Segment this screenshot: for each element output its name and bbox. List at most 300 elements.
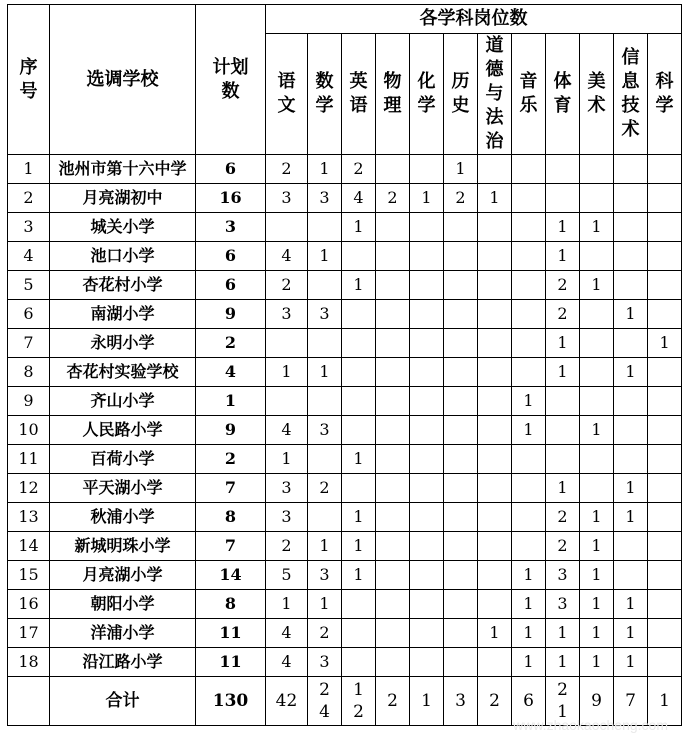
subject-count-cell xyxy=(512,242,546,271)
seq-cell: 10 xyxy=(8,416,50,445)
subject-count-cell xyxy=(478,503,512,532)
subject-count-cell: 1 xyxy=(512,619,546,648)
table-row xyxy=(8,213,682,242)
subject-count-cell xyxy=(376,416,410,445)
subject-count-cell xyxy=(648,503,682,532)
subject-count-cell: 4 xyxy=(266,619,308,648)
subject-header: 信息技术 xyxy=(614,34,648,155)
seq-cell: 5 xyxy=(8,271,50,300)
subject-count-cell: 1 xyxy=(308,242,342,271)
subject-count-cell xyxy=(614,271,648,300)
subject-count-cell xyxy=(410,561,444,590)
subject-count-cell: 3 xyxy=(308,561,342,590)
subject-count-cell xyxy=(478,474,512,503)
subject-count-cell xyxy=(580,184,614,213)
subject-count-cell xyxy=(376,561,410,590)
total-subject-cell: 42 xyxy=(266,677,308,726)
subject-count-cell xyxy=(648,474,682,503)
school-cell: 永明小学 xyxy=(50,329,196,358)
subject-count-cell xyxy=(478,358,512,387)
subject-count-cell xyxy=(648,590,682,619)
table-row xyxy=(8,271,682,300)
watermark: www.zhaokaocheng.com xyxy=(513,717,668,733)
total-subject-cell: 6 xyxy=(512,677,546,726)
subject-count-cell xyxy=(376,242,410,271)
subject-count-cell xyxy=(478,271,512,300)
subject-count-cell xyxy=(410,329,444,358)
subject-count-cell xyxy=(410,242,444,271)
subject-count-cell: 3 xyxy=(266,474,308,503)
subject-count-cell xyxy=(444,242,478,271)
subject-count-cell xyxy=(444,416,478,445)
seq-cell: 14 xyxy=(8,532,50,561)
subject-count-cell xyxy=(444,213,478,242)
total-subject-cell: 21 xyxy=(546,677,580,726)
school-cell: 池州市第十六中学 xyxy=(50,155,196,184)
subject-count-cell: 1 xyxy=(580,416,614,445)
subject-count-cell: 2 xyxy=(444,184,478,213)
subject-count-cell: 2 xyxy=(266,532,308,561)
seq-cell: 6 xyxy=(8,300,50,329)
total-subject-cell: 24 xyxy=(308,677,342,726)
school-cell: 秋浦小学 xyxy=(50,503,196,532)
subject-count-cell xyxy=(648,358,682,387)
total-subject-cell: 3 xyxy=(444,677,478,726)
plan-cell: 2 xyxy=(196,445,266,474)
subject-count-cell: 1 xyxy=(614,358,648,387)
seq-cell: 17 xyxy=(8,619,50,648)
subject-header: 美术 xyxy=(580,34,614,155)
subject-count-cell xyxy=(648,416,682,445)
table-row xyxy=(8,561,682,590)
subject-count-cell xyxy=(342,590,376,619)
subject-count-cell xyxy=(308,387,342,416)
subject-count-cell: 1 xyxy=(512,590,546,619)
subject-count-cell xyxy=(342,242,376,271)
subject-count-cell xyxy=(580,155,614,184)
subject-count-cell: 2 xyxy=(546,300,580,329)
table-row xyxy=(8,358,682,387)
subject-count-cell xyxy=(580,242,614,271)
subject-count-cell xyxy=(648,561,682,590)
subject-count-cell xyxy=(376,300,410,329)
subject-count-cell: 1 xyxy=(410,184,444,213)
subject-count-cell: 5 xyxy=(266,561,308,590)
subject-count-cell: 2 xyxy=(546,271,580,300)
subject-count-cell xyxy=(478,561,512,590)
subject-header: 英语 xyxy=(342,34,376,155)
subject-count-cell: 1 xyxy=(478,619,512,648)
subject-header: 数学 xyxy=(308,34,342,155)
subject-count-cell xyxy=(614,213,648,242)
subject-count-cell xyxy=(546,416,580,445)
subject-count-cell xyxy=(580,358,614,387)
subject-count-cell: 4 xyxy=(342,184,376,213)
table-row xyxy=(8,590,682,619)
subject-count-cell xyxy=(342,474,376,503)
subject-count-cell: 1 xyxy=(580,503,614,532)
subject-count-cell xyxy=(580,300,614,329)
subject-count-cell xyxy=(410,271,444,300)
subject-count-cell: 1 xyxy=(266,590,308,619)
subject-count-cell xyxy=(444,561,478,590)
total-subject-cell: 2 xyxy=(478,677,512,726)
subject-header: 体育 xyxy=(546,34,580,155)
total-subject-cell: 1 xyxy=(410,677,444,726)
subject-count-cell: 4 xyxy=(266,416,308,445)
subject-count-cell xyxy=(308,271,342,300)
subject-count-cell: 2 xyxy=(266,155,308,184)
subject-count-cell xyxy=(266,329,308,358)
subject-count-cell: 1 xyxy=(648,329,682,358)
subject-count-cell xyxy=(376,358,410,387)
subject-count-cell: 2 xyxy=(266,271,308,300)
subject-count-cell: 1 xyxy=(614,503,648,532)
table-row xyxy=(8,242,682,271)
subject-count-cell: 1 xyxy=(580,213,614,242)
seq-cell: 1 xyxy=(8,155,50,184)
subject-count-cell: 3 xyxy=(308,416,342,445)
subject-count-cell xyxy=(580,445,614,474)
subject-count-cell: 1 xyxy=(580,532,614,561)
subject-count-cell xyxy=(342,300,376,329)
subject-count-cell xyxy=(478,329,512,358)
plan-cell: 2 xyxy=(196,329,266,358)
subject-count-cell xyxy=(342,648,376,677)
table-row xyxy=(8,329,682,358)
seq-cell: 3 xyxy=(8,213,50,242)
subject-count-cell xyxy=(512,155,546,184)
subject-count-cell xyxy=(410,300,444,329)
total-subject-cell: 2 xyxy=(376,677,410,726)
seq-cell: 15 xyxy=(8,561,50,590)
school-cell: 杏花村实验学校 xyxy=(50,358,196,387)
plan-cell: 3 xyxy=(196,213,266,242)
school-cell: 杏花村小学 xyxy=(50,271,196,300)
subject-count-cell xyxy=(512,358,546,387)
subject-count-cell xyxy=(512,329,546,358)
subject-count-cell xyxy=(614,387,648,416)
subject-count-cell xyxy=(410,155,444,184)
table-row xyxy=(8,503,682,532)
subject-count-cell xyxy=(308,503,342,532)
subject-count-cell: 1 xyxy=(308,155,342,184)
subject-count-cell xyxy=(580,387,614,416)
subject-count-cell xyxy=(512,474,546,503)
subject-count-cell: 1 xyxy=(546,619,580,648)
subject-group-header: 各学科岗位数 xyxy=(266,5,682,34)
subject-count-cell xyxy=(512,445,546,474)
subject-header: 历史 xyxy=(444,34,478,155)
subject-count-cell: 3 xyxy=(266,184,308,213)
school-cell: 月亮湖小学 xyxy=(50,561,196,590)
plan-cell: 6 xyxy=(196,242,266,271)
subject-count-cell xyxy=(444,474,478,503)
subject-count-cell: 1 xyxy=(512,387,546,416)
subject-count-cell: 1 xyxy=(342,213,376,242)
subject-count-cell: 1 xyxy=(512,561,546,590)
table-row xyxy=(8,445,682,474)
subject-count-cell xyxy=(546,184,580,213)
plan-cell: 4 xyxy=(196,358,266,387)
subject-count-cell: 3 xyxy=(546,590,580,619)
subject-count-cell xyxy=(648,445,682,474)
subject-header: 音乐 xyxy=(512,34,546,155)
subject-count-cell xyxy=(648,155,682,184)
subject-header: 道德与法治 xyxy=(478,34,512,155)
seq-cell: 13 xyxy=(8,503,50,532)
subject-count-cell xyxy=(614,242,648,271)
subject-count-cell xyxy=(308,213,342,242)
subject-count-cell: 1 xyxy=(580,590,614,619)
subject-count-cell xyxy=(648,213,682,242)
total-subject-cell: 7 xyxy=(614,677,648,726)
subject-count-cell xyxy=(648,300,682,329)
plan-cell: 6 xyxy=(196,271,266,300)
subject-count-cell xyxy=(444,329,478,358)
subject-count-cell xyxy=(648,648,682,677)
subject-count-cell xyxy=(308,445,342,474)
subject-count-cell xyxy=(444,532,478,561)
subject-count-cell: 1 xyxy=(614,300,648,329)
subject-count-cell xyxy=(444,300,478,329)
school-cell: 城关小学 xyxy=(50,213,196,242)
subject-count-cell xyxy=(266,387,308,416)
subject-count-cell: 1 xyxy=(614,648,648,677)
subject-count-cell xyxy=(478,213,512,242)
school-cell: 洋浦小学 xyxy=(50,619,196,648)
table-row xyxy=(8,155,682,184)
subject-count-cell: 1 xyxy=(266,358,308,387)
subject-count-cell: 1 xyxy=(614,474,648,503)
plan-cell: 9 xyxy=(196,416,266,445)
total-subject-cell: 1 xyxy=(648,677,682,726)
subject-count-cell: 1 xyxy=(580,561,614,590)
table-row xyxy=(8,648,682,677)
subject-count-cell xyxy=(580,329,614,358)
table-row xyxy=(8,619,682,648)
subject-count-cell xyxy=(342,387,376,416)
subject-count-cell: 1 xyxy=(342,271,376,300)
subject-count-cell: 1 xyxy=(512,648,546,677)
seq-cell: 7 xyxy=(8,329,50,358)
subject-count-cell: 1 xyxy=(444,155,478,184)
subject-count-cell xyxy=(444,445,478,474)
subject-count-cell xyxy=(614,184,648,213)
subject-count-cell xyxy=(410,387,444,416)
subject-count-cell xyxy=(410,619,444,648)
subject-count-cell: 1 xyxy=(308,532,342,561)
subject-count-cell xyxy=(648,271,682,300)
subject-count-cell xyxy=(478,590,512,619)
subject-count-cell: 1 xyxy=(546,242,580,271)
subject-count-cell xyxy=(648,532,682,561)
school-cell: 朝阳小学 xyxy=(50,590,196,619)
subject-count-cell xyxy=(308,329,342,358)
subject-count-cell xyxy=(478,155,512,184)
subject-count-cell xyxy=(376,474,410,503)
subject-count-cell: 1 xyxy=(580,648,614,677)
subject-count-cell xyxy=(376,619,410,648)
subject-count-cell xyxy=(478,445,512,474)
school-cell: 平天湖小学 xyxy=(50,474,196,503)
subject-count-cell xyxy=(376,329,410,358)
subject-count-cell xyxy=(410,358,444,387)
table-row xyxy=(8,532,682,561)
subject-count-cell xyxy=(614,416,648,445)
school-cell: 沿江路小学 xyxy=(50,648,196,677)
subject-count-cell xyxy=(580,474,614,503)
subject-count-cell xyxy=(614,155,648,184)
seq-cell: 16 xyxy=(8,590,50,619)
subject-count-cell: 1 xyxy=(342,503,376,532)
subject-count-cell: 3 xyxy=(266,503,308,532)
subject-count-cell: 1 xyxy=(580,271,614,300)
subject-count-cell: 2 xyxy=(376,184,410,213)
subject-count-cell: 1 xyxy=(580,619,614,648)
subject-count-cell: 1 xyxy=(266,445,308,474)
subject-count-cell xyxy=(376,532,410,561)
subject-count-cell: 2 xyxy=(342,155,376,184)
subject-count-cell: 1 xyxy=(546,329,580,358)
subject-count-cell xyxy=(648,184,682,213)
subject-count-cell: 1 xyxy=(512,416,546,445)
table-row xyxy=(8,300,682,329)
subject-count-cell xyxy=(546,445,580,474)
subject-count-cell xyxy=(648,387,682,416)
plan-cell: 14 xyxy=(196,561,266,590)
subject-count-cell xyxy=(410,590,444,619)
subject-count-cell xyxy=(478,300,512,329)
subject-count-cell xyxy=(512,532,546,561)
school-header: 选调学校 xyxy=(50,5,196,155)
subject-count-cell: 4 xyxy=(266,242,308,271)
subject-count-cell xyxy=(376,387,410,416)
plan-cell: 7 xyxy=(196,532,266,561)
subject-count-cell: 1 xyxy=(546,213,580,242)
subject-count-cell xyxy=(376,503,410,532)
subject-count-cell xyxy=(410,474,444,503)
seq-cell: 8 xyxy=(8,358,50,387)
table-row xyxy=(8,474,682,503)
subject-count-cell: 4 xyxy=(266,648,308,677)
subject-count-cell: 1 xyxy=(546,358,580,387)
subject-count-cell xyxy=(410,213,444,242)
subject-count-cell: 1 xyxy=(614,619,648,648)
subject-count-cell: 3 xyxy=(308,184,342,213)
subject-count-cell xyxy=(376,590,410,619)
subject-count-cell xyxy=(342,416,376,445)
subject-count-cell xyxy=(376,445,410,474)
subject-count-cell xyxy=(614,445,648,474)
subject-header: 语文 xyxy=(266,34,308,155)
subject-count-cell xyxy=(444,271,478,300)
school-cell: 百荷小学 xyxy=(50,445,196,474)
subject-count-cell: 3 xyxy=(266,300,308,329)
subject-count-cell xyxy=(512,213,546,242)
plan-cell: 1 xyxy=(196,387,266,416)
subject-count-cell xyxy=(478,648,512,677)
subject-count-cell: 3 xyxy=(546,561,580,590)
subject-count-cell: 1 xyxy=(308,358,342,387)
subject-count-cell: 1 xyxy=(614,590,648,619)
total-subject-cell: 9 xyxy=(580,677,614,726)
subject-count-cell xyxy=(478,416,512,445)
seq-cell: 11 xyxy=(8,445,50,474)
plan-cell: 16 xyxy=(196,184,266,213)
plan-cell: 7 xyxy=(196,474,266,503)
subject-header: 化学 xyxy=(410,34,444,155)
plan-cell: 9 xyxy=(196,300,266,329)
subject-count-cell: 1 xyxy=(546,648,580,677)
subject-count-cell: 2 xyxy=(546,532,580,561)
subject-count-cell xyxy=(512,503,546,532)
subject-count-cell xyxy=(546,387,580,416)
seq-cell: 18 xyxy=(8,648,50,677)
school-cell: 齐山小学 xyxy=(50,387,196,416)
school-cell: 新城明珠小学 xyxy=(50,532,196,561)
subject-count-cell xyxy=(342,358,376,387)
subject-count-cell: 2 xyxy=(308,619,342,648)
subject-count-cell xyxy=(478,532,512,561)
plan-cell: 8 xyxy=(196,590,266,619)
subject-count-cell: 1 xyxy=(478,184,512,213)
plan-cell: 6 xyxy=(196,155,266,184)
seq-header: 序号 xyxy=(8,5,50,155)
subject-count-cell: 3 xyxy=(308,648,342,677)
subject-count-cell: 2 xyxy=(546,503,580,532)
seq-cell: 9 xyxy=(8,387,50,416)
table-body xyxy=(8,155,682,726)
plan-cell: 11 xyxy=(196,648,266,677)
table-row xyxy=(8,416,682,445)
subject-count-cell: 3 xyxy=(308,300,342,329)
subject-header: 物理 xyxy=(376,34,410,155)
subject-count-cell xyxy=(342,329,376,358)
subject-count-cell xyxy=(444,358,478,387)
subject-count-cell xyxy=(376,648,410,677)
subject-count-cell xyxy=(648,242,682,271)
subject-count-cell xyxy=(342,619,376,648)
subject-count-cell xyxy=(444,503,478,532)
school-cell: 南湖小学 xyxy=(50,300,196,329)
table-header xyxy=(8,5,682,155)
subject-count-cell xyxy=(444,590,478,619)
subject-count-cell xyxy=(444,648,478,677)
plan-cell: 11 xyxy=(196,619,266,648)
total-subject-cell: 12 xyxy=(342,677,376,726)
subject-count-cell xyxy=(478,387,512,416)
subject-count-cell xyxy=(376,155,410,184)
subject-count-cell xyxy=(376,271,410,300)
seq-cell: 2 xyxy=(8,184,50,213)
table-row xyxy=(8,387,682,416)
total-seq-cell xyxy=(8,677,50,726)
subject-count-cell xyxy=(614,532,648,561)
subject-count-cell xyxy=(444,619,478,648)
subject-count-cell xyxy=(512,184,546,213)
school-cell: 池口小学 xyxy=(50,242,196,271)
subject-count-cell: 1 xyxy=(342,561,376,590)
subject-count-cell xyxy=(410,503,444,532)
subject-count-cell xyxy=(512,300,546,329)
subject-count-cell xyxy=(614,561,648,590)
subject-count-cell: 2 xyxy=(308,474,342,503)
subject-count-cell xyxy=(648,619,682,648)
subject-count-cell: 1 xyxy=(308,590,342,619)
total-plan: 130 xyxy=(196,677,266,726)
total-label: 合计 xyxy=(50,677,196,726)
